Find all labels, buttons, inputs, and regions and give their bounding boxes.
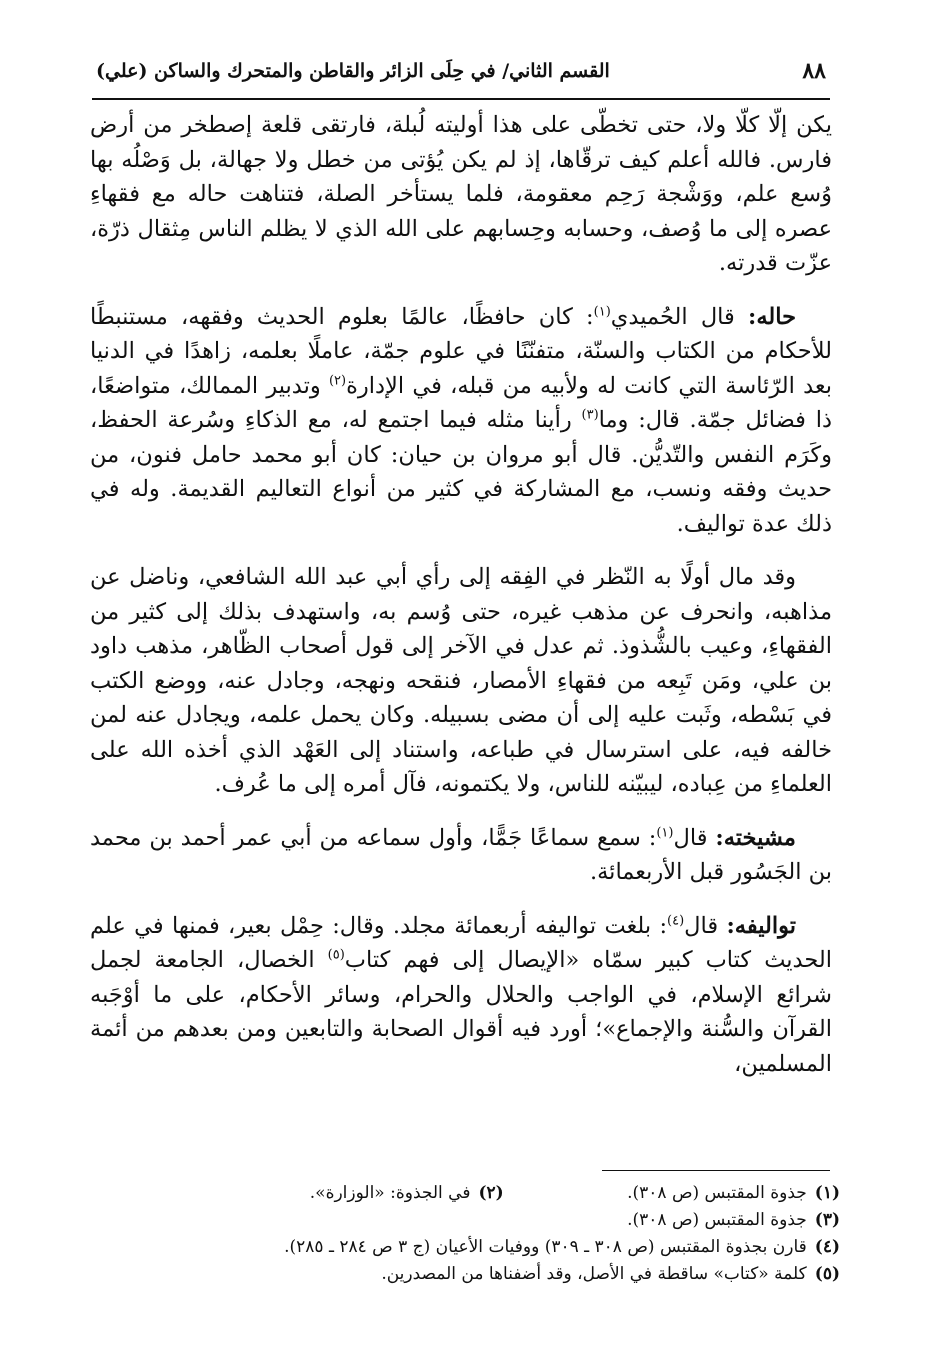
footnote-number: (٥) — [814, 1264, 840, 1284]
footnote-number: (٤) — [814, 1237, 840, 1257]
footnote-row — [120, 1180, 840, 1207]
footnote-text: في الجذوة: «الوزارة». — [309, 1183, 471, 1203]
footnote-marker: (٤) — [667, 913, 685, 928]
main-text — [90, 108, 832, 1081]
footnote-text: كلمة «كتاب» ساقطة في الأصل، وقد أضفناها من المصدرين. — [381, 1264, 807, 1284]
footnote-number: (٣) — [814, 1210, 840, 1230]
paragraph-tawalifuh — [90, 909, 832, 1082]
paragraph-text: : سمع سماعًا جَمًّا، وأول سماعه من أبي عمر أحمد بن محمد بن الجَسُور قبل الأربعمائة. — [90, 824, 832, 885]
footnote-marker: (١) — [656, 825, 674, 840]
paragraph-text: قال — [684, 912, 719, 939]
paragraph-3: وقد مال أولًا به النّظر في الفِقه إلى رأي أبي عبد الله الشافعي، وناضل عن مذاهبه، وانحرف عن مذهب غيره، حتى وُسم به، واستهدف بذلك إلى كثير من الفقهاءِ، وعيب بالشُّذوذ. ثم عدل في الآخر إلى قول أصحاب الظّاهر، مذهب داود بن علي، ومَن تَبِعه من فقهاءِ الأمصار، فنقحه ونهجه، وجادل عنه، ووضع الكتب في بَسْطه، وثَبت عليه إلى أن مضى بسبيله. وكان يحمل علمه، ويجادل عنه لمن خالفه فيه، على استرسال في طباعه، واستناد إلى العَهْد الذي أخذه الله على العلماءِ من عِباده، ليبيّنه للناس، ولا يكتمونه، فآل أمره إلى ما عُرف. — [90, 564, 832, 797]
paragraph-mashyakhatuh — [90, 821, 832, 890]
footnote-text: جذوة المقتبس (ص ٣٠٨). — [627, 1210, 807, 1230]
paragraph-1: يكن إلّا كلّا ولا، حتى تخطّى على هذا أوليته لُبلة، فارتقى قلعة إصطخر من أرض فارس. فالله أعلم كيف ترقّاها، إذ لم يكن يُؤتى من خطل ولا جهالة، بل وَصْلُه بها وُسع علم، ووَشْجة رَحِم معقومة، فلما يستأخر الصلة، فتناهت حاله مع فقهاءِ عصره إلى ما وُصف، وحسابه وحِسابهم على الله الذي لا يظلم الناس مِثقال ذرّة، عزّت قدرته. — [90, 112, 832, 276]
footnotes — [120, 1180, 840, 1288]
footnote-text: قارن بجذوة المقتبس (ص ٣٠٨ ـ ٣٠٩) ووفيات الأعيان (ج ٣ ص ٢٨٤ ـ ٢٨٥). — [284, 1237, 807, 1257]
running-title: القسم الثاني/ في حِلَى الزائر والقاطن والمتحرك والساكن (علي) — [96, 60, 610, 82]
paragraph-text: قال — [673, 824, 708, 851]
footnote-1 — [627, 1180, 840, 1207]
paragraph-text: الخصال، الجامعة لجمل شرائع الإسلام، في الواجب والحلال والحرام، وسائر الأحكام، على ما أوْجَبه القرآن والسُّنة والإجماع»؛ أورد فيه أقوال الصحابة والتابعين ومن بعدهم من أئمة المسلمين، — [90, 947, 832, 1077]
footnote-number: (٢) — [478, 1183, 504, 1203]
footnote-3 — [120, 1207, 840, 1234]
footnote-4 — [120, 1234, 840, 1261]
paragraph-text: : كان حافظًا، عالمًا بعلوم الحديث وفقهه، مستنبطًا للأحكام من الكتاب والسنّة، متفنّنًا في علوم جمّة، عاملًا بعلمه، زاهدًا في الدنيا بعد الرّئاسة التي كانت له ولأبيه من قبله، في الإدارة — [90, 303, 833, 399]
paragraph-haluh — [90, 300, 832, 542]
footnote-marker: (٥) — [327, 947, 345, 963]
page-number: ٨٨ — [802, 58, 826, 84]
footnote-marker: (٢) — [328, 373, 347, 388]
footnote-2 — [310, 1180, 504, 1207]
paragraph-text: وتدبير الممالك، متواضعًا، ذا فضائل جمّة. قال: وما — [90, 372, 832, 433]
page-header — [92, 56, 830, 98]
footnote-number: (١) — [814, 1183, 840, 1203]
footnote-divider — [602, 1170, 830, 1171]
section-heading-mashyakhatuh: مشيخته: — [715, 824, 796, 851]
section-heading-haluh: حاله: — [748, 303, 797, 330]
header-divider — [92, 98, 830, 100]
footnote-marker: (٣) — [581, 407, 599, 423]
footnote-text: جذوة المقتبس (ص ٣٠٨). — [627, 1183, 807, 1203]
footnote-5 — [120, 1261, 840, 1288]
footnote-marker: (١) — [593, 304, 611, 319]
paragraph-text: قال الحُميدي — [610, 303, 735, 330]
section-heading-tawalifuh: تواليفه: — [726, 912, 796, 939]
paragraph-text: : بلغت تواليفه أربعمائة مجلد. وقال: حِمْل بعير، فمنها في علم الحديث كتاب كبير سمّاه «الإيصال إلى فهم كتاب — [90, 912, 832, 973]
paragraph-text: رأينا مثله فيما اجتمع له، مع الذكاءِ وسُرعة الحفظ، وكَرَم النفس والتّديُّن. قال أبو مروان بن حيان: كان أبو محمد حامل فنون، من حديث وفقه ونسب، مع المشاركة في كثير من أنواع التعاليم القديمة. وله في ذلك عدة تواليف. — [90, 407, 832, 537]
